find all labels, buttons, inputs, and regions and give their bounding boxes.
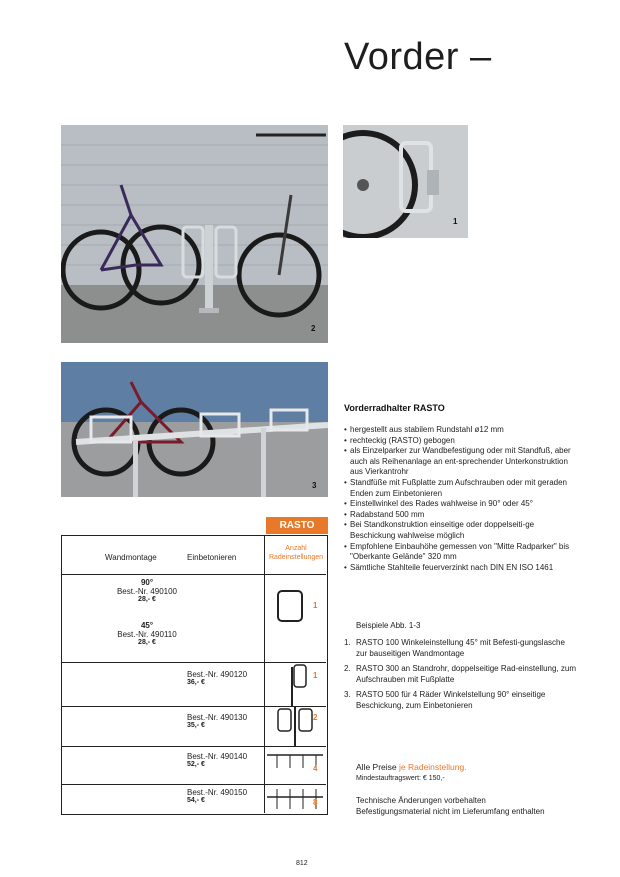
header-concrete: Einbetonieren xyxy=(187,553,237,562)
product-table xyxy=(61,535,328,815)
concrete-price: 35,- € xyxy=(187,722,205,729)
wall-count: 1 xyxy=(313,601,318,610)
concrete-price: 54,- € xyxy=(187,797,205,804)
concrete-price: 52,- € xyxy=(187,761,205,768)
photo-label-3: 3 xyxy=(312,481,317,490)
wall-order-number: Best.-Nr. 490110 xyxy=(117,630,177,639)
feature-item: • Empfohlene Einbauhöhe gemessen von "Mitte Radparker" bis "Oberkante Gelände" 320 mm xyxy=(344,542,574,563)
concrete-count: 1 xyxy=(313,671,318,680)
photo-wall-mount xyxy=(343,125,468,238)
photo-label-1: 1 xyxy=(453,217,458,226)
wall-angle: 90° xyxy=(140,578,154,587)
photo-row-stand-illustration xyxy=(61,362,328,497)
table-divider xyxy=(264,536,265,813)
example-item xyxy=(344,638,576,659)
wall-price: 28,- € xyxy=(138,639,156,646)
photo-two-bikes-illustration xyxy=(61,125,328,343)
concrete-order-number: Best.-Nr. 490150 xyxy=(187,788,248,797)
header-count-line: Radeinstellungen xyxy=(268,554,324,561)
feature-item: • Standfüße mit Fußplatte zum Aufschrauben oder mit geraden Enden zum Einbetonieren xyxy=(344,478,574,499)
rasto-badge: RASTO xyxy=(266,517,328,534)
wall-row-45 xyxy=(92,621,202,646)
concrete-order-number: Best.-Nr. 490120 xyxy=(187,670,248,679)
example-text: RASTO 300 an Standrohr, doppelseitige Rad-einstellung, zum Aufschrauben mit Fußplatte xyxy=(356,664,576,684)
wall-row-90 xyxy=(92,578,202,603)
feature-list xyxy=(344,425,574,573)
feature-item: • als Einzelparker zur Wandbefestigung oder mit Standfuß, aber auch als Reihenanlage an ent-sprechender Unterkonstruktion aus Vierkantrohr xyxy=(344,446,574,478)
photo-wall-mount-illustration xyxy=(343,125,468,238)
photo-label-2: 2 xyxy=(311,324,316,333)
feature-item: • Einstellwinkel des Rades wahlweise in 90° oder 45° xyxy=(344,499,574,510)
page-number: 812 xyxy=(296,860,308,867)
prices-prefix: Alle Preise xyxy=(356,762,399,772)
concrete-row xyxy=(187,752,247,768)
notes-line: Technische Änderungen vorbehalten xyxy=(356,796,486,805)
example-text: RASTO 500 für 4 Räder Winkelstellung 90° einseitige Beschickung, zum Einbetonieren xyxy=(356,690,546,710)
table-divider xyxy=(62,574,326,575)
concrete-count: 8 xyxy=(313,798,318,807)
header-count-line: Anzahl xyxy=(285,545,307,552)
concrete-row xyxy=(187,713,247,729)
example-number: 2. xyxy=(344,664,351,674)
min-order-note: Mindestauftragswert: € 150,- xyxy=(356,775,445,782)
product-title: Vorderradhalter RASTO xyxy=(344,403,445,413)
wall-order-number: Best.-Nr. 490100 xyxy=(116,587,178,596)
example-text: RASTO 100 Winkeleinstellung 45° mit Befesti-gungslasche zur bauseitigen Wandmontage xyxy=(356,638,565,658)
photo-two-bikes xyxy=(61,125,328,343)
wall-angle: 45° xyxy=(140,621,154,630)
concrete-count: 4 xyxy=(313,764,318,773)
concrete-count: 2 xyxy=(313,713,318,722)
concrete-order-number: Best.-Nr. 490140 xyxy=(187,752,248,761)
prices-accent: je Radeinstellung. xyxy=(399,762,467,772)
feature-item: • hergestellt aus stabilem Rundstahl ø12 mm xyxy=(344,425,574,436)
header-wall-mount: Wandmontage xyxy=(105,553,157,562)
table-divider xyxy=(62,784,326,785)
concrete-order-number: Best.-Nr. 490130 xyxy=(187,713,248,722)
feature-item: • Sämtliche Stahlteile feuerverzinkt nach DIN EN ISO 1461 xyxy=(344,563,574,574)
example-item xyxy=(344,690,576,711)
notes-line: Befestigungsmaterial nicht im Lieferumfang enthalten xyxy=(356,806,545,816)
page-title: Vorder – xyxy=(344,36,492,78)
feature-item: • rechteckig (RASTO) gebogen xyxy=(344,436,574,447)
technical-notes xyxy=(356,796,545,817)
photo-row-stand xyxy=(61,362,328,497)
concrete-row xyxy=(187,788,247,804)
double-stand-icon xyxy=(275,707,318,747)
feature-item: • Radabstand 500 mm xyxy=(344,510,574,521)
example-number: 3. xyxy=(344,690,351,700)
concrete-row xyxy=(187,670,247,686)
example-number: 1. xyxy=(344,638,351,647)
wall-price: 28,- € xyxy=(138,596,156,603)
concrete-price: 36,- € xyxy=(187,679,205,686)
example-item xyxy=(344,664,576,685)
wall-mount-rack-icon xyxy=(275,589,305,623)
prices-note xyxy=(356,762,467,772)
header-count xyxy=(264,544,328,562)
feature-item: • Bei Standkonstruktion einseitige oder doppelseiti-ge Beschickung wahlweise möglich xyxy=(344,520,574,541)
examples-list xyxy=(344,638,576,717)
examples-title: Beispiele Abb. 1-3 xyxy=(356,621,421,630)
single-stand-icon xyxy=(284,663,314,707)
